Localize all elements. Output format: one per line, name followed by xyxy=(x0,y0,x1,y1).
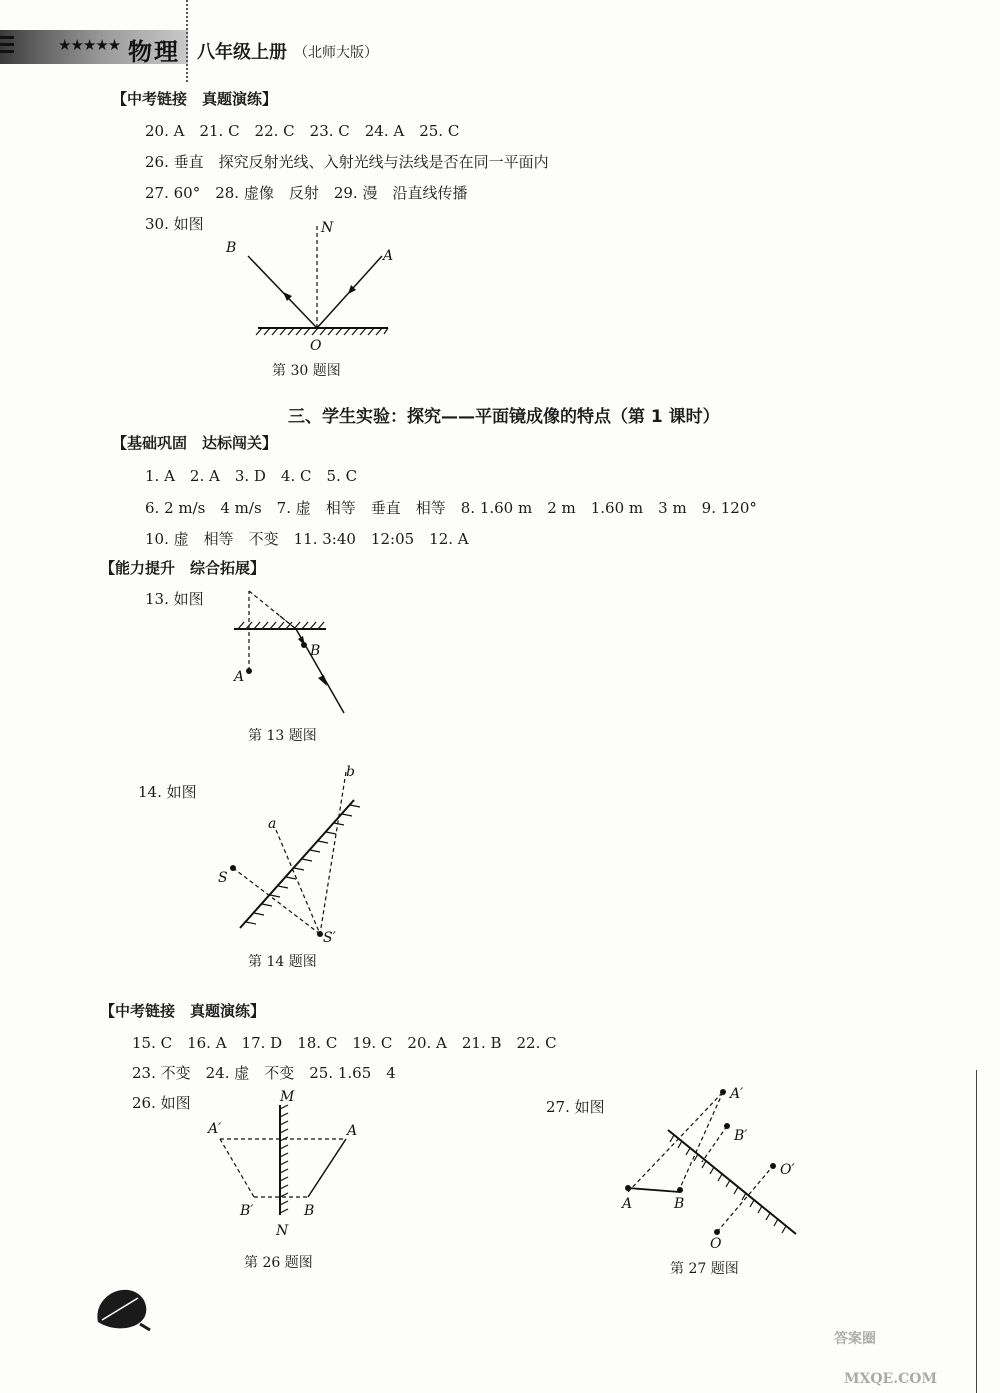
figure-26-caption: 第 26 题图 xyxy=(244,1255,313,1271)
fig14-label-b: b xyxy=(346,764,355,780)
fig27-label-o: O xyxy=(710,1236,722,1250)
fig27-label-a-prime: A′ xyxy=(730,1086,744,1102)
fig30-label-n: N xyxy=(321,220,334,236)
answer-line: 27. 60° 28. 虚像 反射 29. 漫 沿直线传播 xyxy=(145,184,468,202)
chapter-title: 三、学生实验：探究——平面镜成像的特点（第 1 课时） xyxy=(288,407,720,427)
section-heading-nl: 【能力提升 综合拓展】 xyxy=(100,559,266,577)
fig26-label-n: N xyxy=(276,1223,289,1239)
header-stars: ★★★★★ xyxy=(58,36,121,54)
svg-text:答案圈: 答案圈 xyxy=(834,1331,876,1347)
header-separator xyxy=(186,0,188,82)
answer-line: 26. 垂直 探究反射光线、入射光线与法线是否在同一平面内 xyxy=(145,153,549,171)
figure-13-caption: 第 13 题图 xyxy=(248,728,317,744)
fig26-label-m: M xyxy=(280,1089,295,1105)
section-heading-zk2: 【中考链接 真题演练】 xyxy=(100,1002,266,1020)
fig30-label-b: B xyxy=(226,240,237,256)
figure-30 xyxy=(220,218,410,358)
leaf-icon xyxy=(92,1284,152,1334)
fig14-label-s-prime: S′ xyxy=(323,930,336,945)
header-title: 八年级上册 xyxy=(197,42,287,63)
watermark-logo xyxy=(824,1283,994,1393)
fig13-label-a: A xyxy=(234,669,245,685)
question-13-label: 13. 如图 xyxy=(145,590,204,608)
figure-27 xyxy=(612,1080,812,1250)
figure-14 xyxy=(210,760,370,945)
fig26-label-a-prime: A′ xyxy=(208,1121,222,1137)
fig26-label-b-prime: B′ xyxy=(240,1203,254,1219)
figure-27-caption: 第 27 题图 xyxy=(670,1261,739,1277)
question-27-label: 27. 如图 xyxy=(546,1098,605,1116)
question-14-label: 14. 如图 xyxy=(138,783,197,801)
fig26-label-b: B xyxy=(304,1203,315,1219)
fig27-label-b-prime: B′ xyxy=(734,1128,748,1144)
fig14-label-a: a xyxy=(268,816,277,832)
fig14-label-s: S xyxy=(218,870,228,886)
section-heading-zk1: 【中考链接 真题演练】 xyxy=(112,90,278,108)
fig13-label-b: B xyxy=(310,643,321,659)
fig27-label-o-prime: O′ xyxy=(780,1162,795,1178)
answer-line: 20. A 21. C 22. C 23. C 24. A 25. C xyxy=(145,122,460,140)
answer-line: 10. 虚 相等 不变 11. 3:40 12:05 12. A xyxy=(145,530,469,548)
header-lines-icon xyxy=(0,36,14,56)
answer-line: 30. 如图 xyxy=(145,215,204,233)
figure-14-caption: 第 14 题图 xyxy=(248,954,317,970)
fig27-label-a: A xyxy=(622,1196,633,1212)
answer-line: 1. A 2. A 3. D 4. C 5. C xyxy=(145,467,358,485)
answer-line: 23. 不变 24. 虚 不变 25. 1.65 4 xyxy=(132,1064,396,1082)
section-heading-jc: 【基础巩固 达标闯关】 xyxy=(112,434,278,452)
question-26-label: 26. 如图 xyxy=(132,1094,191,1112)
answer-line: 15. C 16. A 17. D 18. C 19. C 20. A 21. B 22. C xyxy=(132,1034,557,1052)
header-edition: （北师大版） xyxy=(294,45,378,61)
figure-13 xyxy=(228,585,358,720)
svg-text:MXQE.COM: MXQE.COM xyxy=(844,1371,937,1387)
header-subject: 物理 xyxy=(128,38,180,66)
figure-30-caption: 第 30 题图 xyxy=(272,363,341,379)
figure-26 xyxy=(200,1085,370,1245)
answer-line: 6. 2 m/s 4 m/s 7. 虚 相等 垂直 相等 8. 1.60 m 2 m 1.60 m 3 m 9. 120° xyxy=(145,499,757,517)
fig26-label-a: A xyxy=(347,1123,358,1139)
fig27-label-b: B xyxy=(674,1196,685,1212)
fig30-label-a: A xyxy=(383,248,394,264)
fig30-label-o: O xyxy=(310,338,322,354)
